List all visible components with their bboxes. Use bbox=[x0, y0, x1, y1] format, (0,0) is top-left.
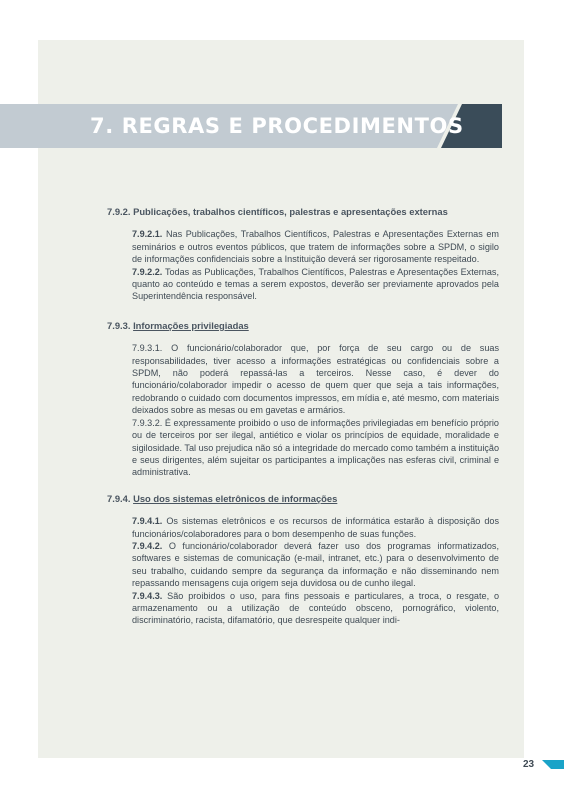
section-title: Uso dos sistemas eletrônicos de informações bbox=[133, 492, 338, 504]
item-text: O funcionário/colaborador que, por força de seu cargo ou de suas responsabilidades, tiver acesso a informações estratégicas ou confidenciais sobre a SPDM, não poderá repassá-las a terceiros. Nesse caso, é dever do funcionário/colaborador impedir o acesso de quem quer que seja a tais informações, redobrando o cuidado com documentos impressos, em mídia e, até mesmo, com materiais deixados sobre as mesas ou em gavetas e armários. bbox=[132, 343, 499, 416]
paragraph bbox=[132, 266, 499, 303]
section-heading-7-9-4 bbox=[107, 493, 499, 505]
item-number: 7.9.4.2. bbox=[132, 540, 163, 551]
item-number: 7.9.3.1. bbox=[132, 343, 163, 354]
item-text: Os sistemas eletrônicos e os recursos de informática estarão à disposição dos funcionários/colaboradores para o bom desempenho de suas funções. bbox=[132, 516, 499, 539]
paragraph bbox=[132, 342, 499, 416]
paragraph bbox=[132, 540, 499, 590]
section-body-7-9-2 bbox=[132, 228, 499, 302]
page-number: 23 bbox=[523, 759, 535, 770]
section-banner bbox=[0, 104, 502, 148]
section-number: 7.9.2. bbox=[107, 206, 131, 217]
document-body bbox=[107, 206, 499, 627]
item-text: É expressamente proibido o uso de informações privilegiadas em benefício próprio ou de terceiros por ser ilegal, antiético e violar os princípios de equidade, moralidade e sigilosidade. Tal uso prejudica não só a integridade do mercado como também a instituição e seus dirigentes, além sujeitar os participantes a implicações nas esferas civil, criminal e administrativa. bbox=[132, 417, 499, 478]
section-heading-7-9-2 bbox=[107, 206, 499, 218]
item-number: 7.9.2.2. bbox=[132, 266, 163, 277]
page-tab-marker bbox=[542, 760, 564, 769]
section-title: Informações privilegiadas bbox=[133, 319, 249, 331]
item-text: Nas Publicações, Trabalhos Científicos, Palestras e Apresentações Externas em seminários e outros eventos públicos, que tratem de informações sobre a SPDM, o sigilo de informações confidenciais sobre a Instituição deverá ser rigorosamente respeitado. bbox=[132, 229, 499, 265]
paragraph bbox=[132, 228, 499, 265]
paragraph bbox=[132, 590, 499, 627]
item-text: Todas as Publicações, Trabalhos Científicos, Palestras e Apresentações Externas, quanto ao conteúdo e temas a serem expostos, deverão ser previamente aprovados pela Superintendência responsável. bbox=[132, 266, 499, 302]
section-number: 7.9.3. bbox=[107, 319, 131, 331]
section-heading-7-9-3 bbox=[107, 320, 499, 332]
section-body-7-9-3 bbox=[132, 342, 499, 478]
section-body-7-9-4 bbox=[132, 515, 499, 627]
section-title: Publicações, trabalhos científicos, palestras e apresentações externas bbox=[133, 206, 448, 217]
item-number: 7.9.4.3. bbox=[132, 590, 163, 601]
item-text: São proibidos o uso, para fins pessoais e particulares, a troca, o resgate, o armazenamento ou a utilização de conteúdo obsceno, pornográfico, violento, discriminatório, racista, difamatório, que desrespeite qualquer indi- bbox=[132, 590, 499, 626]
item-number: 7.9.4.1. bbox=[132, 516, 163, 527]
paragraph bbox=[132, 417, 499, 479]
item-number: 7.9.3.2. bbox=[132, 417, 163, 428]
item-text: O funcionário/colaborador deverá fazer uso dos programas informatizados, softwares e sistemas de comunicação (e-mail, intranet, etc.) para o desenvolvimento de seu trabalho, cuidando sempre da segurança da informação e não disseminando nem repassando mensagens cuja origem seja duvidosa ou de cunho ilegal. bbox=[132, 540, 499, 589]
chapter-title: 7. REGRAS E PROCEDIMENTOS bbox=[90, 114, 464, 138]
paragraph bbox=[132, 515, 499, 540]
item-number: 7.9.2.1. bbox=[132, 229, 163, 240]
section-number: 7.9.4. bbox=[107, 492, 131, 504]
